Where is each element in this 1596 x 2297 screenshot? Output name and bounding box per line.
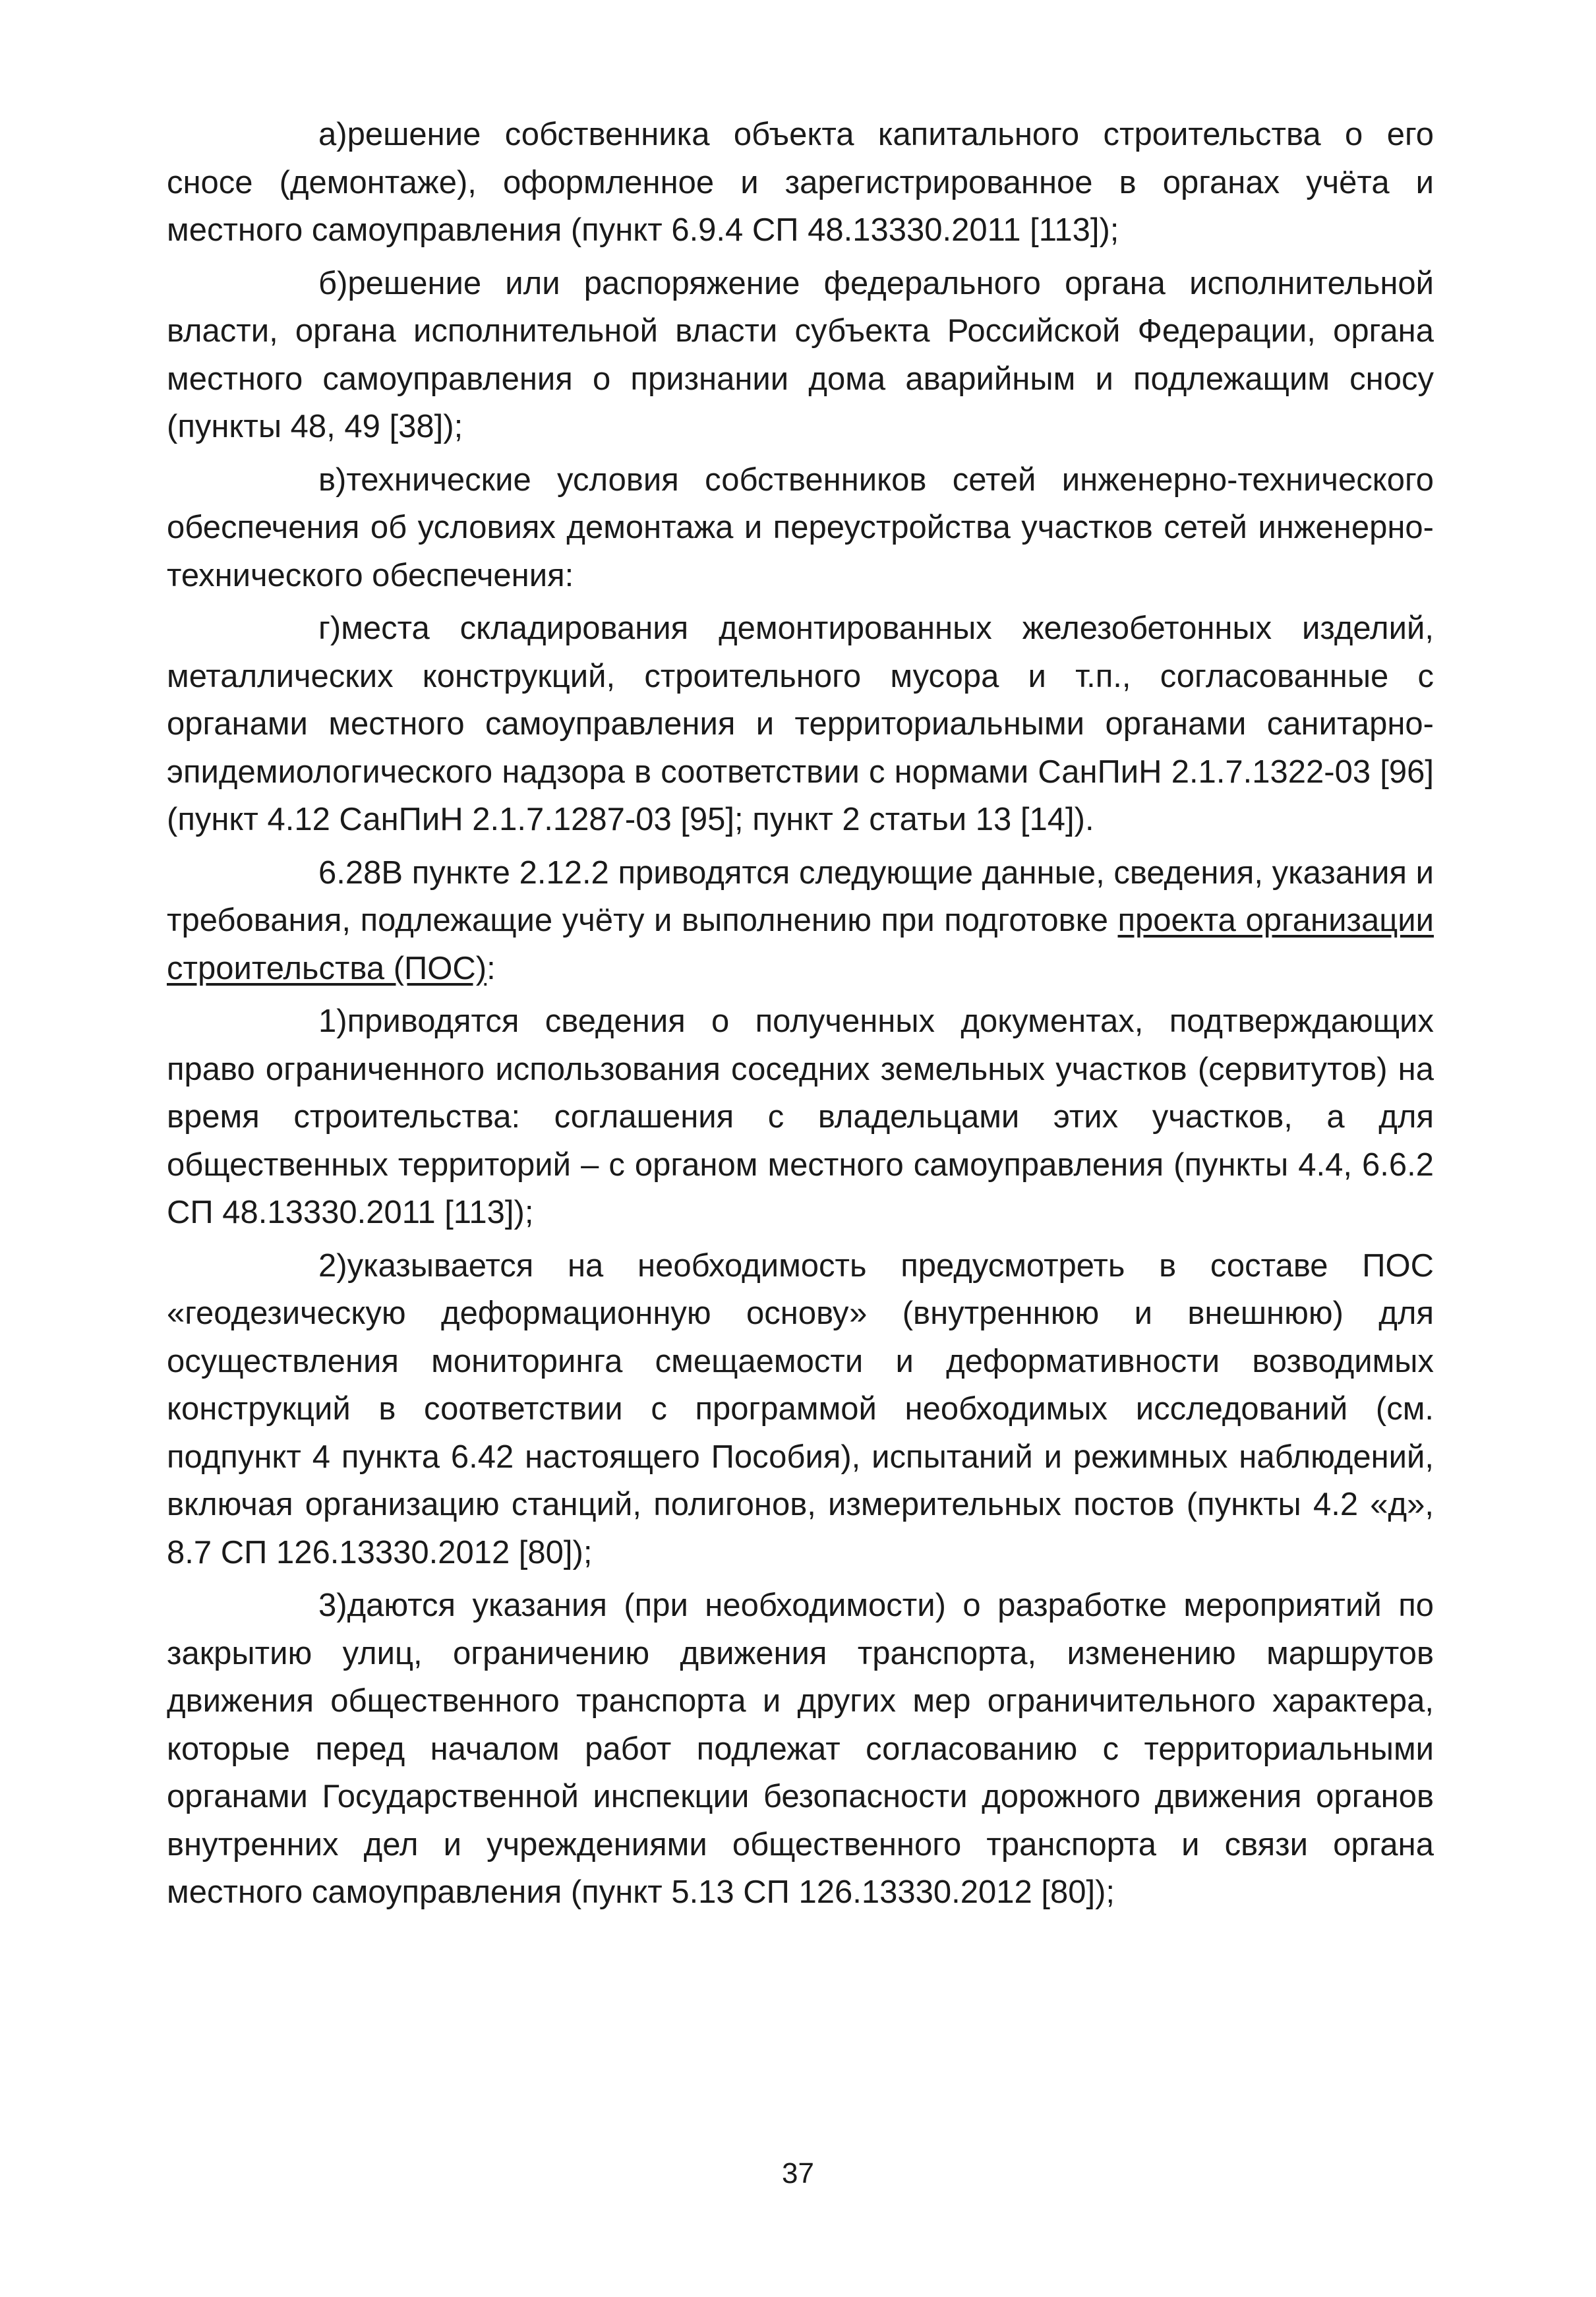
item-marker: 2) (318, 1247, 347, 1284)
page-body (167, 111, 1434, 1922)
list-item-v (167, 456, 1434, 600)
item-marker: а) (318, 117, 347, 152)
item-text: решение или распоряжение федерального органа исполнительной власти, органа исполнительной власти субъекта Российской Федерации, органа местного самоуправления о признании дома аварийным и подлежащим сносу (пункты 48, 49 [38]); (167, 265, 1434, 444)
item-marker: г) (318, 611, 341, 646)
list-item-g (167, 605, 1434, 844)
clause-6-28 (167, 849, 1434, 993)
list-item-2 (167, 1242, 1434, 1577)
item-text: указывается на необходимость предусмотреть в составе ПОС «геодезическую деформационную основу» (внутреннюю и внешнюю) для осуществления мониторинга смещаемости и деформативности возводимых конструкций в соответствии с программой необходимых исследований (см. подпункт 4 пункта 6.42 настоящего Пособия), испытаний и режимных наблюдений, включая организацию станций, полигонов, измерительных постов (пункты 4.2 «д», 8.7 СП 126.13330.2012 [80]); (167, 1247, 1434, 1570)
item-text: даются указания (при необходимости) о разработке мероприятий по закрытию улиц, ограничению движения транспорта, изменению маршрутов движения общественного транспорта и других мер ограничительного характера, которые перед началом работ подлежат согласованию с территориальными органами Государственной инспекции безопасности дорожного движения органов внутренних дел и учреждениями общественного транспорта и связи органа местного самоуправления (пункт 5.13 СП 126.13330.2012 [80]); (167, 1588, 1434, 1910)
item-text: технические условия собственников сетей инженерно-технического обеспечения об условиях демонтажа и переустройства участков сетей инженерно-технического обеспечения: (167, 462, 1434, 593)
item-marker: в) (318, 462, 347, 498)
underlined-term: проекта организации строительства (ПОС) (167, 903, 1434, 986)
item-text: места складирования демонтированных железобетонных изделий, металлических конструкций, строительного мусора и т.п., согласованные с органами местного самоуправления и территориальными органами санитарно-эпидемиологического надзора в соответствии с нормами СанПиН 2.1.7.1322-03 [96] (пункт 4.12 СанПиН 2.1.7.1287-03 [95]; пункт 2 статьи 13 [14]). (167, 611, 1434, 837)
page-number: 37 (782, 2157, 814, 2190)
list-item-b (167, 260, 1434, 451)
list-item-3 (167, 1582, 1434, 1917)
item-text: решение собственника объекта капитального строительства о его сносе (демонтаже), оформленное и зарегистрированное в органах учёта и местного самоуправления (пункт 6.9.4 СП 48.13330.2011 [113]); (167, 117, 1434, 248)
item-marker: 1) (318, 1003, 347, 1039)
clause-number: 6.28 (318, 854, 382, 891)
list-item-a (167, 111, 1434, 254)
item-text: приводятся сведения о полученных документах, подтверждающих право ограниченного использования соседних земельных участков (сервитутов) на время строительства: соглашения с владельцами этих участков, а для общественных территорий – с органом местного самоуправления (пункты 4.4, 6.6.2 СП 48.13330.2011 [113]); (167, 1003, 1434, 1230)
clause-text: В пункте 2.12.2 приводятся следующие данные, сведения, указания и требования, подлежащие учёту и выполнению при подготовке (167, 854, 1434, 938)
clause-text-end: : (487, 950, 496, 986)
item-marker: 3) (318, 1588, 347, 1623)
list-item-1 (167, 998, 1434, 1237)
item-marker: б) (318, 265, 348, 301)
